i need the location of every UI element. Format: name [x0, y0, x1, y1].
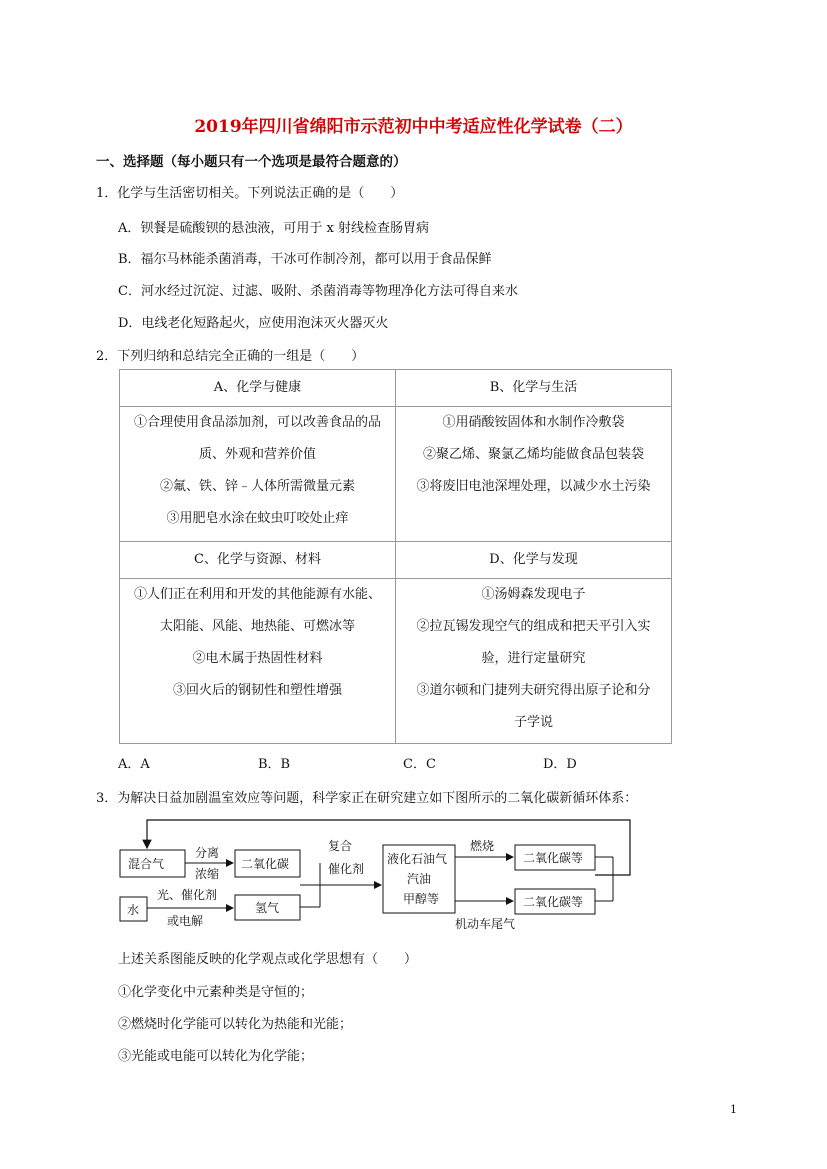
- d-line: 验，进行定量研究: [481, 651, 586, 666]
- co2-cycle-diagram: [115, 815, 635, 940]
- a-line: ③用肥皂水涂在蚊虫叮咬处止痒: [166, 511, 349, 526]
- page-number: 1: [730, 1103, 737, 1116]
- mixed-gas-label: 混合气: [128, 857, 165, 871]
- q2-option-c: C．C: [403, 757, 436, 772]
- q3-point-1: ①化学变化中元素种类是守恒的；: [118, 985, 314, 1000]
- electrolysis-label: 或电解: [167, 914, 204, 928]
- burn-label: 燃烧: [470, 839, 495, 853]
- catalyst-label: 催化剂: [328, 862, 365, 876]
- co2-bottom-label: 二氧化碳等: [523, 895, 584, 909]
- q1-option-b: B．福尔马林能杀菌消毒，干冰可作制冷剂，都可以用于食品保鲜: [118, 252, 492, 267]
- hydrogen-label: 氢气: [255, 901, 280, 915]
- fuel-3: 甲醇等: [403, 892, 440, 906]
- c-line: 太阳能、风能、地热能、可燃冰等: [159, 619, 355, 634]
- q3-point-3: ③光能或电能可以转化为化学能；: [118, 1049, 314, 1064]
- cell-b-body: [396, 407, 672, 542]
- q3-followup: 上述关系图能反映的化学观点或化学思想有（ ）: [118, 952, 418, 967]
- fuel-2: 汽油: [407, 872, 432, 886]
- q1-option-a: A．钡餐是硫酸钡的悬浊液，可用于 x 射线检查肠胃病: [118, 221, 429, 236]
- d-line: ②拉瓦锡发现空气的组成和把天平引入实: [416, 619, 651, 634]
- exhaust-label: 机动车尾气: [455, 917, 516, 931]
- co2-top-label: 二氧化碳等: [523, 851, 584, 865]
- section-heading: 一、选择题（每小题只有一个选项是最符合题意的）: [96, 154, 407, 170]
- a-line: ②氟、铁、锌﹣人体所需微量元素: [159, 479, 355, 494]
- cell-c-head: C、化学与资源、材料: [120, 542, 396, 579]
- q2-option-a: A．A: [118, 757, 150, 772]
- q2-stem: 2．下列归纳和总结完全正确的一组是（ ）: [96, 349, 365, 364]
- b-line: ③将废旧电池深埋处理，以减少水土污染: [416, 479, 651, 494]
- cell-a-body: [120, 407, 396, 542]
- light-catalyst-label: 光、催化剂: [157, 888, 218, 902]
- c-line: ③回火后的钢韧性和塑性增强: [172, 683, 342, 698]
- d-line: ③道尔顿和门捷列夫研究得出原子论和分: [416, 683, 651, 698]
- fuel-1: 液化石油气: [387, 852, 448, 866]
- concentrate-label: 浓缩: [195, 867, 220, 881]
- cell-c-body: [120, 579, 396, 744]
- a-line: ①合理使用食品添加剂，可以改善食品的品: [133, 415, 381, 430]
- page-title: 2019年四川省绵阳市示范初中中考适应性化学试卷（二）: [194, 117, 633, 137]
- cell-d-head: D、化学与发现: [396, 542, 672, 579]
- cell-a-head: A、化学与健康: [120, 370, 396, 407]
- compound-label: 复合: [328, 839, 353, 853]
- co2-left-label: 二氧化碳: [241, 857, 290, 871]
- d-line: 子学说: [513, 715, 553, 730]
- d-line: ①汤姆森发现电子: [481, 587, 586, 602]
- q3-stem: 3．为解决日益加剧温室效应等问题，科学家正在研究建立如下图所示的二氧化碳新循环体系：: [96, 791, 638, 806]
- q3-point-2: ②燃烧时化学能可以转化为热能和光能；: [118, 1017, 353, 1032]
- separate-label: 分离: [195, 846, 220, 860]
- a-line: 质、外观和营养价值: [198, 447, 316, 462]
- q1-option-c: C．河水经过沉淀、过滤、吸附、杀菌消毒等物理净化方法可得自来水: [118, 284, 518, 299]
- cell-d-body: [396, 579, 672, 744]
- q1-stem: 1．化学与生活密切相关。下列说法正确的是（ ）: [96, 186, 404, 201]
- q1-option-d: D．电线老化短路起火，应使用泡沫灭火器灭火: [118, 316, 389, 331]
- b-line: ①用硝酸铵固体和水制作冷敷袋: [442, 415, 625, 430]
- b-line: ②聚乙烯、聚氯乙烯均能做食品包装袋: [422, 447, 644, 462]
- q2-option-b: B．B: [258, 757, 291, 772]
- q2-option-d: D．D: [543, 757, 577, 772]
- c-line: ②电木属于热固性材料: [192, 651, 323, 666]
- loop-arrow: [147, 820, 630, 875]
- cell-b-head: B、化学与生活: [396, 370, 672, 407]
- c-line: ①人们正在利用和开发的其他能源有水能、: [133, 587, 381, 602]
- water-label: 水: [127, 903, 140, 917]
- q2-table: [119, 369, 672, 744]
